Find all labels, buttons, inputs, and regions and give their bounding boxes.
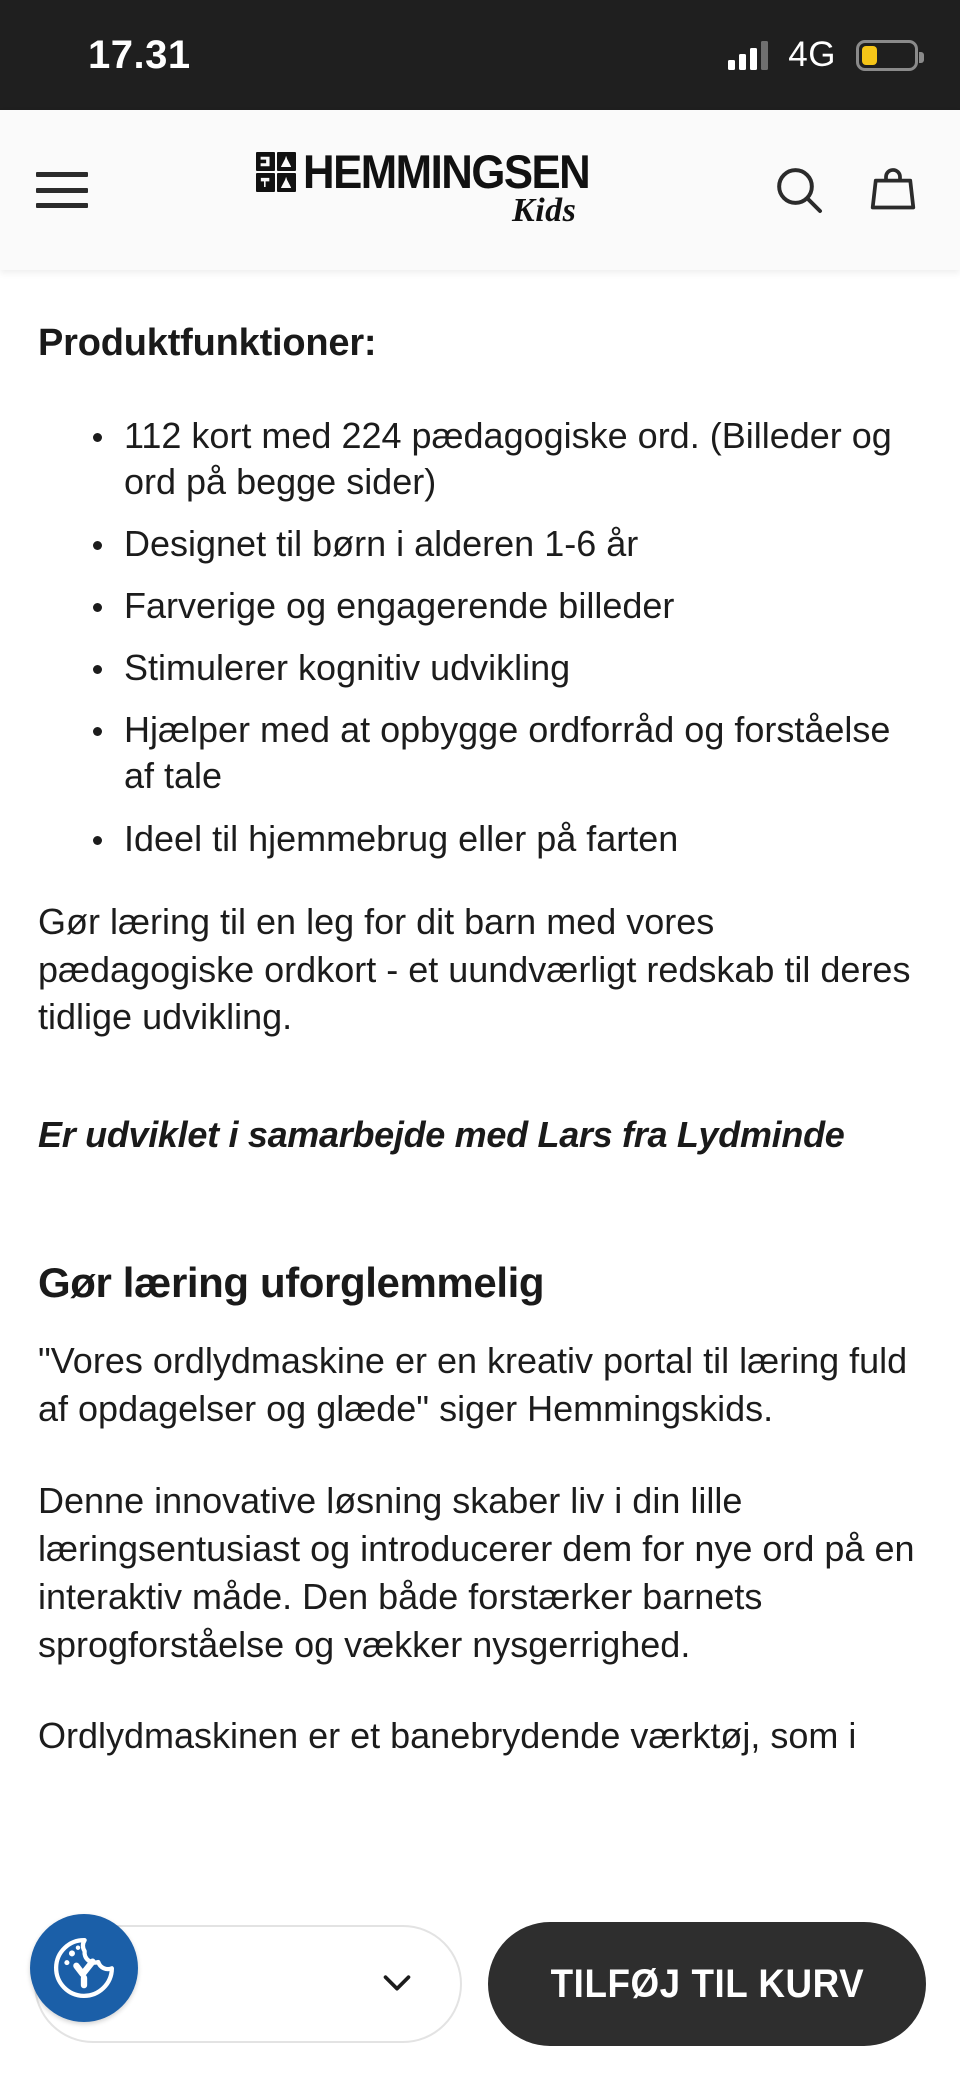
shopping-bag-icon[interactable] bbox=[862, 159, 924, 221]
status-bar bbox=[0, 0, 960, 110]
clipped-paragraph: Ordlydmaskinen er et banebrydende værktøj, som i bbox=[38, 1715, 857, 1757]
cookie-consent-icon[interactable] bbox=[30, 1914, 138, 2022]
signal-bars-icon bbox=[728, 40, 768, 70]
intro-paragraph: Gør læring til en leg for dit barn med vores pædagogiske ordkort - et uundværligt redskab til deres tidlige udvikling. bbox=[38, 900, 911, 1038]
add-to-cart-label: TILFØJ TIL KURV bbox=[550, 1961, 864, 2006]
list-item: 112 kort med 224 pædagogiske ord. (Billeder og ord på begge sider) bbox=[38, 413, 922, 505]
network-type-label: 4G bbox=[788, 35, 836, 74]
status-time: 17.31 bbox=[88, 32, 191, 77]
description-paragraph: Denne innovative løsning skaber liv i din lille læringsentusiast og introducerer dem for nye ord på en interaktiv måde. Den både forstærker barnets sprogforståelse og vækker nysgerrighed. bbox=[38, 1479, 915, 1665]
list-item: Ideel til hjemmebrug eller på farten bbox=[38, 816, 922, 862]
list-item: Farverige og engagerende billeder bbox=[38, 583, 922, 629]
product-description-content bbox=[0, 270, 960, 2078]
search-icon[interactable] bbox=[768, 159, 830, 221]
list-item: Designet til børn i alderen 1-6 år bbox=[38, 521, 922, 567]
section-subheading: Gør læring uforglemmelig bbox=[38, 1259, 545, 1307]
add-to-cart-button[interactable] bbox=[488, 1922, 926, 2046]
list-item: Stimulerer kognitiv udvikling bbox=[38, 645, 922, 691]
product-features-list bbox=[38, 413, 922, 862]
logo-secondary-text: Kids bbox=[512, 192, 577, 230]
battery-fill bbox=[862, 46, 877, 65]
quote-paragraph: "Vores ordlydmaskine er en kreativ portal til læring fuld af opdagelser og glæde" siger Hemmingskids. bbox=[38, 1340, 908, 1429]
site-logo[interactable] bbox=[256, 144, 611, 231]
hamburger-menu-icon[interactable] bbox=[36, 167, 96, 213]
collaboration-note: Er udviklet i samarbejde med Lars fra Lydminde bbox=[38, 1114, 845, 1156]
site-header bbox=[0, 110, 960, 270]
status-indicators bbox=[728, 35, 918, 75]
features-heading: Produktfunktioner: bbox=[38, 322, 377, 364]
chevron-down-icon bbox=[374, 1959, 420, 2010]
hemmingsen-grid-mark-icon bbox=[256, 152, 296, 192]
logo-primary-text: HEMMINGSEN bbox=[302, 144, 589, 198]
list-item: Hjælper med at opbygge ordforråd og forståelse af tale bbox=[38, 707, 922, 799]
battery-low-icon bbox=[856, 40, 918, 71]
header-actions bbox=[768, 159, 924, 221]
sticky-purchase-bar bbox=[0, 1890, 960, 2078]
